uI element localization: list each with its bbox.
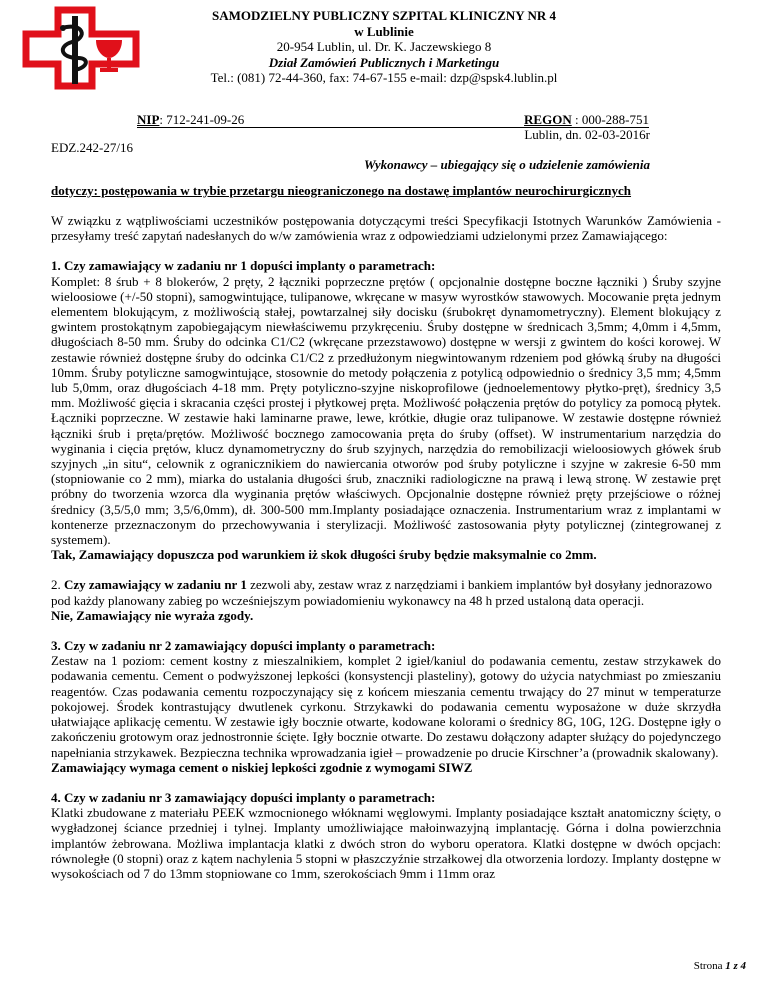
contact-line: Tel.: (081) 72-44-360, fax: 74-67-155 e-mail: dzp@spsk4.lublin.pl xyxy=(210,70,558,85)
document-date: Lublin, dn. 02-03-2016r xyxy=(524,127,650,142)
question-number: 2. xyxy=(51,577,64,593)
hospital-city: w Lublinie xyxy=(354,23,414,39)
addressee: Wykonawcy – ubiegający się o udzielenie zamówienia xyxy=(364,157,650,172)
question-text: Klatki zbudowane z materiału PEEK wzmocnionego włóknami węglowymi. Implanty posiadające kształt anatomiczny ścięty, o wygładzonej ściance przedniej i tylnej. Implanty umożliwiające małoinwazyjną implantację. Górna i dolna powierzchnia implantów żebrowana. Możliwa implantacja klatki z dwóch stron do wyboru operatora. Klatki dostępne w dwóch opcjach: równoległe (0 stopni) oraz z kątem nachylenia 5 stopni w płaszczyźnie strzałkowej dla otworzenia lordozy. Implanty dostępne w wysokościach od 7 do 13mm stopniowane co 1mm, szerokościach 9mm i 11mm oraz xyxy=(51,805,721,881)
intro-paragraph: W związku z wątpliwościami uczestników postępowania dotyczącymi treści Specyfikacji Istotnych Warunków Zamówienia - przesyłamy treść zapytań nadesłanych do w/w zamówienia wraz z odpowiedziami udzielonymi przez Zamawiającego: xyxy=(51,213,721,244)
question-1 xyxy=(51,258,721,562)
hospital-address: 20-954 Lublin, ul. Dr. K. Jaczewskiego 8 xyxy=(276,39,492,54)
nip-regon-row xyxy=(137,112,649,128)
answer: Tak, Zamawiający dopuszcza pod warunkiem iż skok długości śruby będzie maksymalnie co 2mm. xyxy=(51,547,597,563)
answer: Zamawiający wymaga cement o niskiej lepkości zgodnie z wymogami SIWZ xyxy=(51,759,473,775)
question-text: Komplet: 8 śrub + 8 blokerów, 2 pręty, 2 łączniki poprzeczne prętów ( opcjonalnie dostępne boczne łączniki ) Śruby szyjne wieloosiowe (+/-50 stopni), samogwintujące, tulipanowe, wkręcane w masyw wyrostków stawowych. Mocowanie pręta jednym elementem blokującym, z możliwością stałej, powtarzalnej siły docisku (śrubokręt dynamometryczny). Element blokujący z gwintem prostokątnym zapobiegającym niewłaściwemu przykręceniu. Śruby dostępne w średnicach 3,5mm; 4,0mm i 4,5mm, długościach 8-50 mm. Śruby do odcinka C1/C2 (wkręcane przezstawowo) dostępne w wersji z gwintem do kości korowej. W zestawie również dostępne śruby do odcinka C1/C2 z przedłużonym niegwintowanym rdzeniem pod główką śruby na długości 10mm. Śruby potyliczne samogwintujące, stosownie do metody połączenia z potylicą odpowiednio o średnicy 3,5 mm; 4,5mm lub 5,0mm, oraz długościach 4-18 mm. Pręty potyliczno-szyjne niskoprofilowe (jednoelementowy płytko-pręt), średnicy 3,5 mm. Możliwość gięcia i skracania części prostej i płytkowej pręta. Możliwość połączenia prętów do potylicy za pomocą płytek. Łączniki poprzeczne. W zestawie haki laminarne prawe, lewe, krótkie, długie oraz tulipanowe. W zestawie dostępne również łączniki śrub i pręta/prętów. Możliwość bocznego zamocowania pręta do śruby (offset). W instrumentarium narzędzia do wyginania i cięcia prętów, klucz dynamometryczny do śrub szyjnych, narzędzia do remobilizacji wieloosiowych główek śrub szyjnych „in situ“, celownik z ogranicznikiem do nawiercania otworów pod śruby potyliczne i szyjne w zakresie 6-50 mm (stopniowanie co 2 mm), miarka do ustalania długości śrub, znaczniki radiologiczne na prawą i lewą stronę. W zestawie pręt próbny do tworzenia wzorca dla wyginania prętów właściwych. Opcjonalnie dostępne również pręty przejściowe o różnej średnicy (3,5/5,0 mm; 3,5/6,0mm), dł. 300-500 mm.Implanty posiadające oznaczenia. Instrumentarium wraz z implantami w kontenerze przeznaczonym do przechowywania i sterylizacji. Możliwość zastosowania płyty potylicznej (zintegrowanej z systemem). xyxy=(51,273,721,548)
hospital-name: SAMODZIELNY PUBLICZNY SZPITAL KLINICZNY NR 4 xyxy=(212,8,556,23)
question-text: Zestaw na 1 poziom: cement kostny z mieszalnikiem, komplet 2 igieł/kaniul do podawania cementu, zestaw strzykawek do podawania cementu. Cement o podwyższonej lepkości (konsystencji plasteliny), gotowy do użycia natychmiast po zmieszaniu reagentów. Czas podawania cementu rozpoczynający się z końcem mieszania cementu trwający do 27 minut w temperaturze pokojowej. Środek kontrastujący dwutlenek cyrkonu. Strzykawki do podawania cementu wyposażone w duże skrzydła ułatwiające aplikację cementu. W zestawie igły bocznie otwarte, kodowane kolorami o średnicy 8G, 10G, 12G. Dostępne igły o zakończeniu grotowym oraz jednostronnie ścięte. Igły bocznie otwarte. Do zestawu dołączony adapter służący do pojedynczego napełniania strzykawek. Bezpieczna technika wprowadzania igieł – prowadzenie po drucie Kirschner’a (prowadnik skalowany). xyxy=(51,653,721,760)
question-2 xyxy=(51,577,721,623)
question-heading: 4. Czy w zadaniu nr 3 zamawiający dopuści implanty o parametrach: xyxy=(51,789,436,805)
question-heading: Czy zamawiający w zadaniu nr 1 xyxy=(64,577,247,593)
department-name: Dział Zamówień Publicznych i Marketingu xyxy=(268,54,500,70)
nip: NIP: 712-241-09-26 xyxy=(137,112,245,127)
question-4 xyxy=(51,790,721,881)
regon: REGON : 000-288-751 xyxy=(524,112,649,127)
subject-line: dotyczy: postępowania w trybie przetargu nieograniczonego na dostawę implantów neurochirurgicznych xyxy=(51,183,632,198)
answer: Nie, Zamawiający nie wyraża zgody. xyxy=(51,607,254,623)
page-number: 1 z 4 xyxy=(725,960,746,972)
letter-body xyxy=(51,213,721,896)
question-heading: 3. Czy w zadaniu nr 2 zamawiający dopuści implanty o parametrach: xyxy=(51,638,436,654)
question-heading: 1. Czy zamawiający w zadaniu nr 1 dopuści implanty o parametrach: xyxy=(51,258,436,274)
letterhead xyxy=(0,8,768,86)
question-3 xyxy=(51,638,721,775)
question-text: zezwoli aby, zestaw wraz z narzędziami i bankiem implantów był dosyłany jednorazowo pod każdy planowany zabieg po wcześniejszym powiadomieniu wykonawcy na 48 h przed ustaloną data operacji. xyxy=(51,577,713,608)
reference-number: EDZ.242-27/16 xyxy=(51,140,133,155)
page-footer: Strona 1 z 4 xyxy=(693,960,746,972)
